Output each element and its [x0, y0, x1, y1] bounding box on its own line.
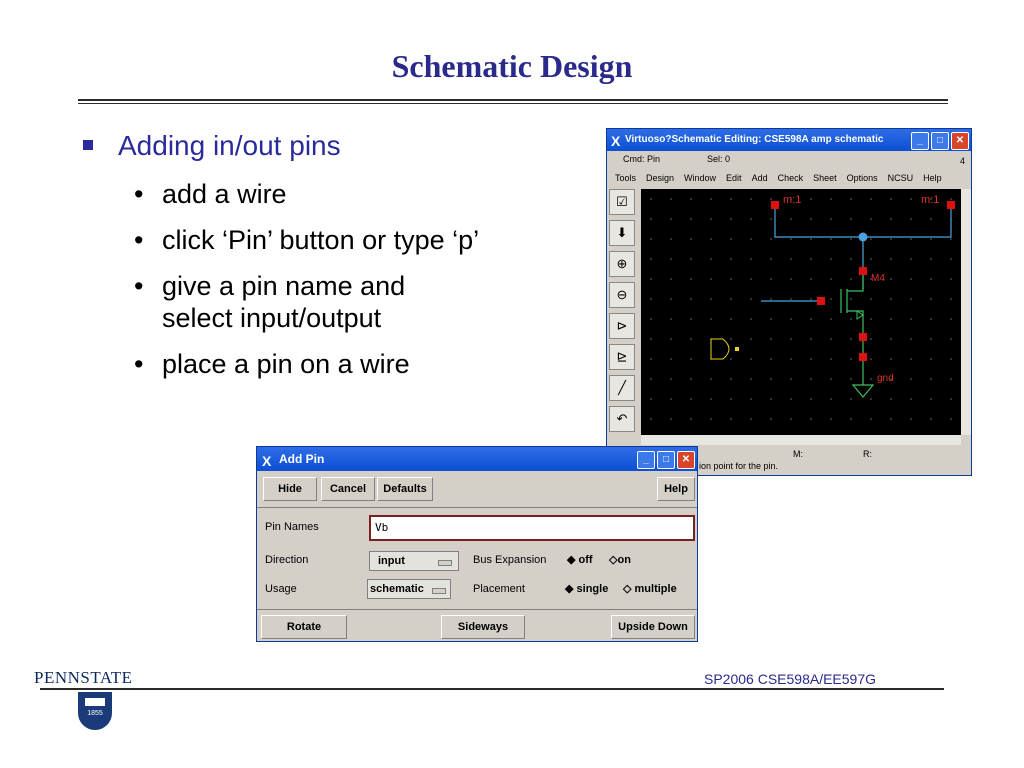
horizontal-scrollbar[interactable]	[641, 435, 961, 445]
bullet-list	[80, 128, 600, 380]
menu-add[interactable]: Add	[751, 173, 768, 183]
usage-select[interactable]	[367, 579, 451, 599]
pin-gate	[817, 297, 825, 305]
option-menu-indicator-icon	[432, 588, 446, 594]
placement-single-radio[interactable]	[565, 582, 608, 595]
label-m1-left: m:1	[783, 194, 802, 206]
window-buttons	[911, 132, 969, 150]
check-save-icon[interactable]: ☑	[609, 189, 635, 215]
main-bullet	[80, 128, 600, 164]
slide-title: Schematic Design	[391, 48, 633, 84]
help-button[interactable]: Help	[657, 477, 695, 501]
sideways-button[interactable]: Sideways	[441, 615, 525, 639]
sub-bullet	[80, 270, 462, 334]
dialog-titlebar[interactable]	[257, 447, 697, 471]
direction-select[interactable]	[369, 551, 459, 571]
menu-ncsu[interactable]: NCSU	[887, 173, 914, 183]
footer-rule	[40, 688, 944, 690]
close-icon[interactable]: ✕	[677, 451, 695, 469]
tool-palette	[609, 189, 639, 437]
sub-bullet-text: add a wire	[162, 179, 287, 209]
sub-bullet	[80, 348, 600, 380]
sub-bullet	[80, 224, 600, 256]
menu-help[interactable]: Help	[923, 173, 942, 183]
sub-bullet-marker: •	[134, 349, 144, 379]
virtuoso-window	[606, 128, 972, 476]
placement-single-label: single	[576, 583, 609, 595]
menu-edit[interactable]: Edit	[726, 173, 742, 183]
wire-junction	[859, 233, 868, 242]
bus-off-label: off	[578, 554, 593, 566]
x-logo-icon: X	[262, 453, 272, 469]
menu-tools[interactable]: Tools	[615, 173, 637, 183]
pennstate-shield-icon	[78, 692, 112, 730]
bus-expansion-label: Bus Expansion	[473, 554, 547, 566]
sub-bullet	[80, 178, 600, 210]
menu-check[interactable]: Check	[777, 173, 804, 183]
instance-icon[interactable]: ⊵	[609, 344, 635, 370]
virtuoso-title: Virtuoso?Schematic Editing: CSE598A amp schematic	[625, 134, 884, 145]
count-status: 4	[959, 156, 965, 166]
main-bullet-text: Adding in/out pins	[118, 130, 341, 161]
status-m: M:	[793, 449, 803, 459]
pin-anchor	[735, 347, 739, 351]
zoom-in-icon[interactable]: ⊕	[609, 251, 635, 277]
radio-selected-icon: ◆	[567, 554, 576, 566]
pin-ground	[859, 353, 867, 361]
direction-label: Direction	[265, 554, 309, 566]
bus-on-radio[interactable]	[609, 553, 631, 566]
rotate-button[interactable]: Rotate	[261, 615, 347, 639]
upside-down-button[interactable]: Upside Down	[611, 615, 695, 639]
menu-design[interactable]: Design	[646, 173, 675, 183]
vertical-scrollbar[interactable]	[961, 189, 971, 435]
menu-options[interactable]: Options	[846, 173, 878, 183]
maximize-icon[interactable]: □	[931, 132, 949, 150]
usage-label: Usage	[265, 583, 297, 595]
pin-top-right	[947, 201, 955, 209]
shield-band	[85, 698, 105, 706]
schematic-canvas[interactable]	[641, 189, 961, 435]
add-pin-dialog	[256, 446, 698, 642]
sub-bullet-text: click ‘Pin’ button or type ‘p’	[162, 225, 480, 255]
radio-selected-icon: ◆	[565, 583, 574, 595]
wire-icon[interactable]: ╱	[609, 375, 635, 401]
dialog-separator	[257, 609, 697, 610]
dialog-title: Add Pin	[279, 452, 325, 466]
placement-multiple-radio[interactable]	[623, 582, 677, 595]
label-m4: M4	[871, 273, 885, 284]
bus-on-label: on	[617, 554, 631, 566]
minimize-icon[interactable]: _	[637, 451, 655, 469]
status-r: R:	[863, 449, 872, 459]
pin-source	[859, 333, 867, 341]
placement-label: Placement	[473, 583, 525, 595]
radio-unselected-icon: ◇	[623, 583, 632, 595]
title-rule	[78, 99, 948, 101]
hide-button[interactable]: Hide	[263, 477, 317, 501]
pin-names-label: Pin Names	[265, 521, 319, 533]
cancel-button[interactable]: Cancel	[321, 477, 375, 501]
bus-off-radio[interactable]	[567, 553, 593, 566]
sub-bullet-text: place a pin on a wire	[162, 349, 410, 379]
label-gnd: gnd	[877, 373, 894, 384]
pin-drain	[859, 267, 867, 275]
x-logo-icon: X	[611, 133, 621, 149]
dialog-window-buttons	[637, 451, 695, 469]
status-line	[607, 151, 971, 167]
title-rule-thin	[78, 103, 948, 104]
minimize-icon[interactable]: _	[911, 132, 929, 150]
cmd-status: Cmd: Pin	[623, 154, 661, 164]
direction-value: input	[378, 555, 405, 567]
defaults-button[interactable]: Defaults	[377, 477, 433, 501]
menu-bar	[607, 169, 971, 187]
prompt-line: ion point for the pin.	[699, 461, 779, 471]
menu-sheet[interactable]: Sheet	[813, 173, 837, 183]
course-footer: SP2006 CSE598A/EE597G	[704, 671, 877, 687]
undo-icon[interactable]: ↶	[609, 406, 635, 432]
radio-unselected-icon: ◇	[609, 554, 618, 566]
label-m1-right: m:1	[921, 194, 940, 206]
usage-value: schematic	[370, 583, 424, 595]
sub-bullet-marker: •	[134, 271, 144, 301]
sub-bullet-marker: •	[134, 225, 144, 255]
option-menu-indicator-icon	[438, 560, 452, 566]
pin-top-left	[771, 201, 779, 209]
hierarchy-icon[interactable]: ⬇	[609, 220, 635, 246]
dialog-separator	[257, 507, 697, 508]
stretch-icon[interactable]: ⊳	[609, 313, 635, 339]
close-icon[interactable]: ✕	[951, 132, 969, 150]
pennstate-logo: PENNSTATE	[34, 668, 133, 687]
zoom-out-icon[interactable]: ⊖	[609, 282, 635, 308]
shield-year: 1855	[87, 710, 103, 717]
pin-names-input[interactable]: Vb	[369, 515, 695, 541]
sub-bullet-marker: •	[134, 179, 144, 209]
sel-status: Sel: 0	[707, 154, 731, 164]
menu-window[interactable]: Window	[684, 173, 717, 183]
virtuoso-titlebar[interactable]	[607, 129, 971, 151]
sub-bullet-text: give a pin name and select input/output	[162, 271, 406, 333]
square-bullet-icon	[83, 140, 93, 150]
maximize-icon[interactable]: □	[657, 451, 675, 469]
placement-multiple-label: multiple	[634, 583, 677, 595]
